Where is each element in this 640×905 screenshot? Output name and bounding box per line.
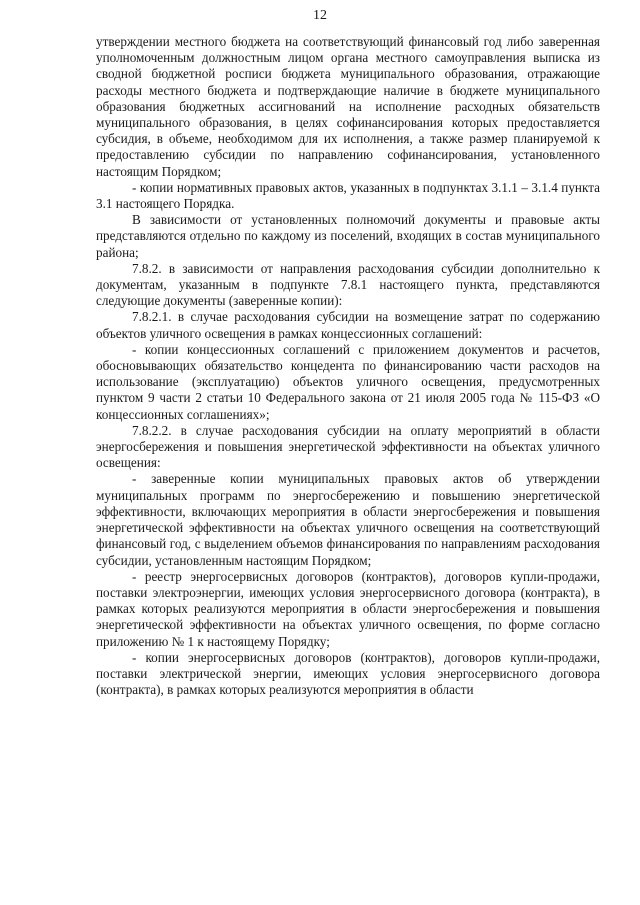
document-body — [96, 34, 600, 698]
paragraph-concession-copies: - копии концессионных соглашений с приложением документов и расчетов, обосновывающих обязательство концедента по финансированию части расходов на использование (эксплуатацию) объектов уличного освещения, предусмотренных пунктом 9 части 2 статьи 10 Федерального закона от 21 июля 2005 года № 115-ФЗ «О концессионных соглашениях»; — [96, 341, 600, 422]
paragraph-7-8-2-1: 7.8.2.1. в случае расходования субсидии на возмещение затрат по содержанию объектов уличного освещения в рамках концессионных соглашений: — [96, 309, 600, 341]
paragraph-contract-copies: - копии энергосервисных договоров (контрактов), договоров купли-продажи, поставки электрической энергии, имеющих условия энергосервисного договора (контракта), в рамках которых реализуются мероприятия в области — [96, 649, 600, 698]
paragraph-municipal-programs: - заверенные копии муниципальных правовых актов об утверждении муниципальных программ по энергосбережению и повышению энергетической эффективности, включающих мероприятия в области энергосбережения и повышения энергетической эффективности на объектах уличного освещения на соответствующий финансовый год, с выделением объемов финансирования по направлениям расходования субсидии, установленным настоящим Порядком; — [96, 471, 600, 568]
paragraph-normative-acts: - копии нормативных правовых актов, указанных в подпунктах 3.1.1 – 3.1.4 пункта 3.1 настоящего Порядка. — [96, 179, 600, 212]
paragraph-7-8-2-2: 7.8.2.2. в случае расходования субсидии на оплату мероприятий в области энергосбережения и повышения энергетической эффективности на объектах уличного освещения: — [96, 422, 600, 471]
page-number: 12 — [313, 8, 327, 23]
paragraph-budget-statement: утверждении местного бюджета на соответствующий финансовый год либо заверенная уполномоченным должностным лицом органа местного самоуправления выписка из сводной бюджетной росписи бюджета муниципального образования, отражающие расходы местного бюджета и подтверждающие наличие в бюджете муниципального образования бюджетных ассигнований на исполнение расходных обязательств муниципального образования, в целях софинансирования которых предоставляется субсидия, в объеме, необходимом для их исполнения, а также размер планируемой к предоставлению субсидии по направлению софинансирования, установленного настоящим Порядком; — [96, 34, 600, 179]
paragraph-settlements: В зависимости от установленных полномочий документы и правовые акты представляются отдельно по каждому из поселений, входящих в состав муниципального района; — [96, 212, 600, 260]
paragraph-7-8-2: 7.8.2. в зависимости от направления расходования субсидии дополнительно к документам, указанным в подпункте 7.8.1 настоящего пункта, представляются следующие документы (заверенные копии): — [96, 260, 600, 309]
paragraph-contracts-register: - реестр энергосервисных договоров (контрактов), договоров купли-продажи, поставки электроэнергии, имеющих условия энергосервисного договора (контракта), в рамках которых реализуются мероприятия в области энергосбережения и повышения энергетической эффективности на объектах уличного освещения, по форме согласно приложению № 1 к настоящему Порядку; — [96, 568, 600, 649]
